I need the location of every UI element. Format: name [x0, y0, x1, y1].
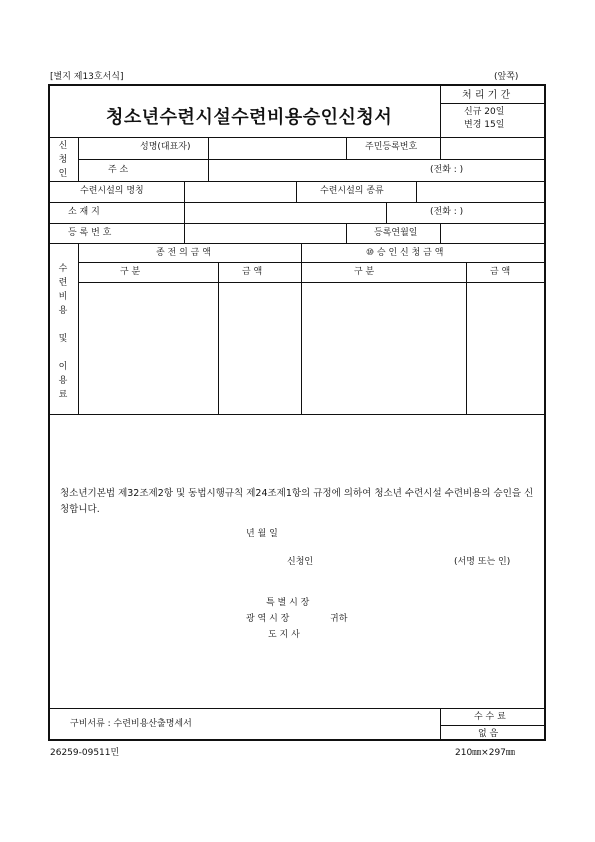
- applicant-line: 신청인: [287, 557, 314, 567]
- facility-type-field[interactable]: [417, 182, 544, 201]
- divider: [346, 223, 347, 243]
- location-field[interactable]: [185, 203, 385, 222]
- processing-period-header: 처 리 기 간: [462, 90, 511, 101]
- divider: [440, 725, 545, 726]
- date-line: 년 월 일: [246, 529, 278, 539]
- registration-date-label: 등록연월일: [374, 228, 418, 238]
- facility-name-label: 수련시설의 명칭: [80, 186, 144, 196]
- applicant-phone-label: (전화 : ): [430, 165, 464, 175]
- cost-side-label: 수 련 비 용 및 이 용 료: [58, 264, 68, 400]
- prev-type-column-header: 구 분: [120, 267, 141, 277]
- recipient-metro: 광 역 시 장: [246, 614, 290, 624]
- applicant-side-label: 신 청 인: [58, 141, 68, 179]
- name-label: 성명(대표자): [140, 142, 191, 152]
- divider: [49, 708, 545, 709]
- name-field[interactable]: [209, 138, 345, 158]
- footer-code: 26259-09511민: [50, 748, 120, 758]
- divider: [49, 243, 545, 244]
- location-label: 소 재 지: [68, 207, 100, 217]
- fee-value: 없 음: [478, 729, 499, 739]
- divider: [78, 262, 545, 263]
- previous-amount-header: 종 전 의 금 액: [156, 248, 211, 258]
- divider: [386, 202, 387, 223]
- divider: [440, 85, 441, 137]
- facility-phone-label: (전화 : ): [430, 207, 464, 217]
- registration-number-label: 등 록 번 호: [68, 228, 112, 238]
- address-field[interactable]: [209, 160, 409, 180]
- req-amount-column-header: 금 액: [490, 267, 511, 277]
- recipient-province: 도 지 사: [268, 630, 300, 640]
- application-statement: 청소년기본법 제32조제2항 및 동법시행규칙 제24조제1항의 규정에 의하여 청소년 수련시설 수련비용의 승인을 신청합니다.: [60, 488, 534, 515]
- req-type-area[interactable]: [302, 283, 465, 413]
- facility-name-field[interactable]: [185, 182, 295, 201]
- req-amount-area[interactable]: [467, 283, 544, 413]
- registration-date-field[interactable]: [441, 224, 544, 242]
- address-label: 주 소: [108, 165, 129, 175]
- honorific: 귀하: [330, 614, 348, 624]
- form-title: 청소년수련시설수련비용승인신청서: [106, 107, 393, 128]
- facility-type-label: 수련시설의 종류: [320, 186, 384, 196]
- registration-number-field[interactable]: [185, 224, 345, 242]
- form-number-label: [별지 제13호서식]: [50, 72, 124, 82]
- prev-amount-area[interactable]: [219, 283, 300, 413]
- paper-size: 210㎜×297㎜: [455, 748, 515, 758]
- requested-amount-header: ⑩ 승 인 신 청 금 액: [366, 248, 444, 258]
- recipient-seoul: 특 별 시 장: [266, 598, 310, 608]
- divider: [440, 103, 545, 104]
- processing-new: 신규 20일: [464, 107, 505, 117]
- page-side-label: (앞쪽): [494, 72, 519, 82]
- processing-change: 변경 15일: [464, 120, 505, 130]
- prev-type-area[interactable]: [79, 283, 217, 413]
- resident-number-label: 주민등록번호: [365, 142, 418, 152]
- signature-label: (서명 또는 인): [454, 557, 511, 567]
- resident-number-field[interactable]: [441, 138, 544, 158]
- prev-amount-column-header: 금 액: [242, 267, 263, 277]
- divider: [296, 181, 297, 202]
- divider: [49, 414, 545, 415]
- attachments-label: 구비서류 : 수련비용산출명세서: [70, 719, 192, 729]
- divider: [346, 137, 347, 159]
- divider: [440, 708, 441, 740]
- req-type-column-header: 구 분: [354, 267, 375, 277]
- fee-header: 수 수 료: [474, 712, 506, 722]
